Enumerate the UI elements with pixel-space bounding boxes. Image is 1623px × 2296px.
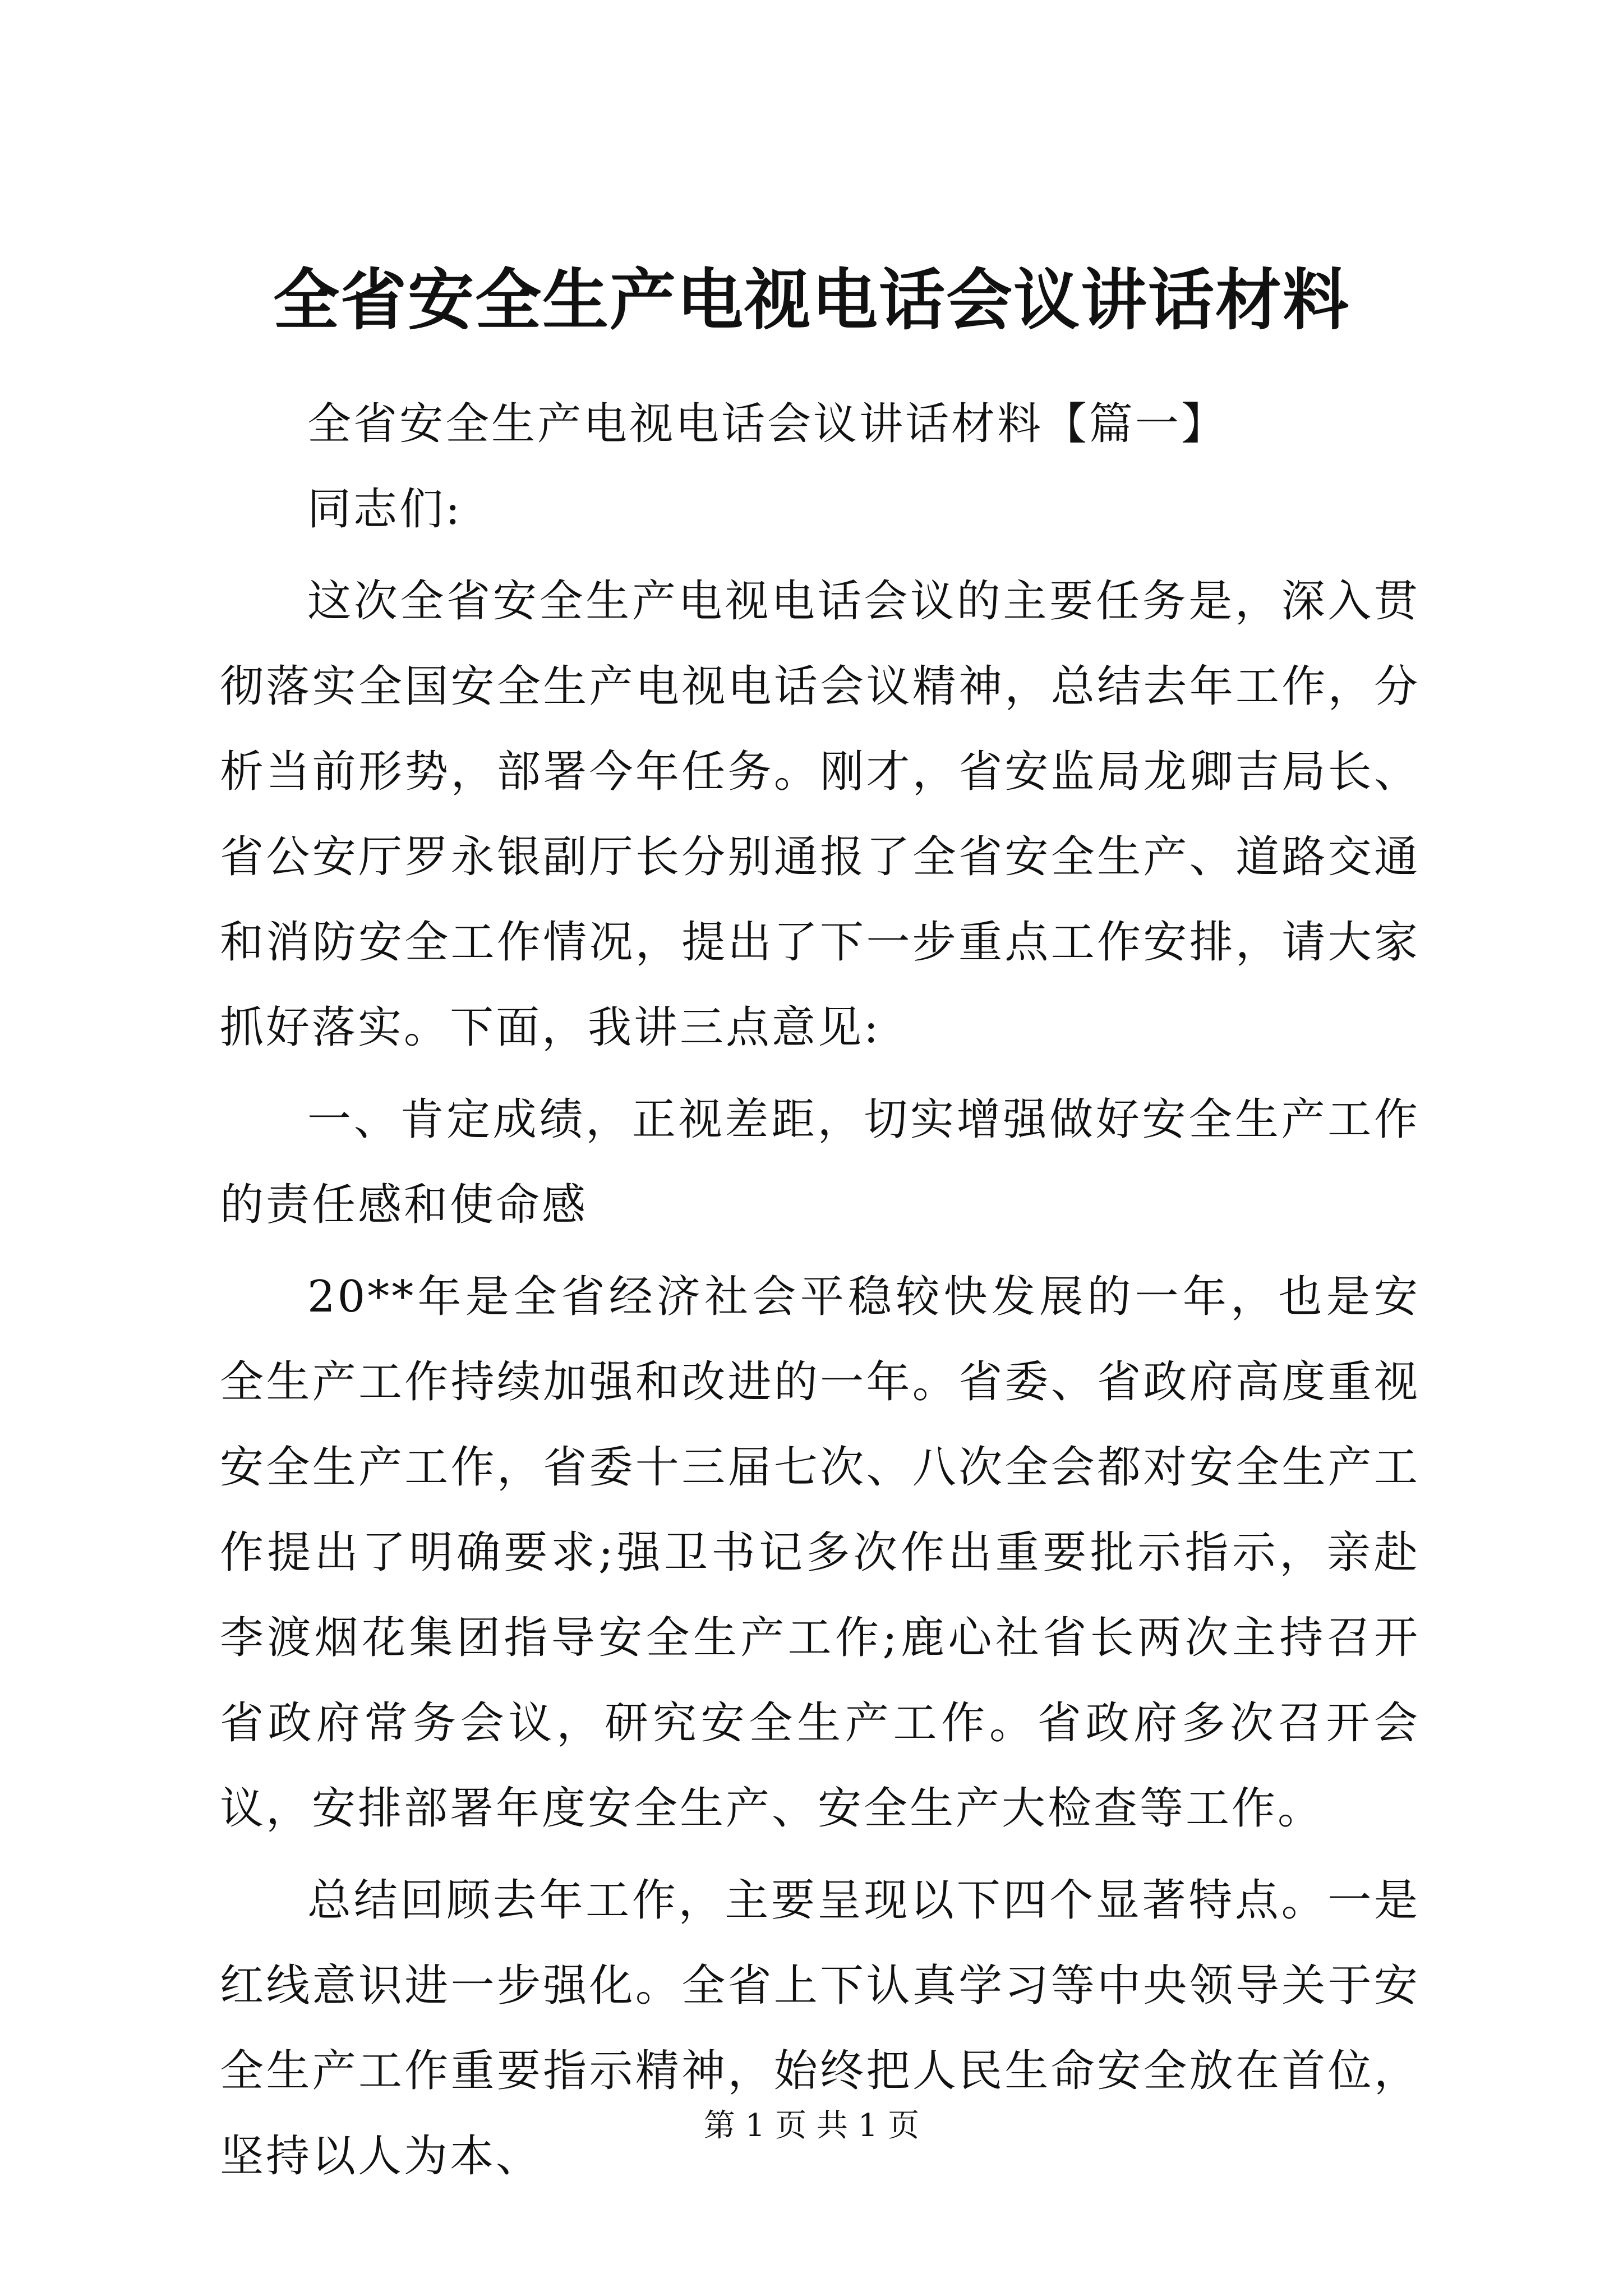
document-body [220, 381, 1420, 2199]
paragraph: 总结回顾去年工作，主要呈现以下四个显著特点。一是红线意识进一步强化。全省上下认真学习等中央领导关于安全生产工作重要指示精神，始终把人民生命安全放在首位，坚持以人为本、 [220, 1875, 1420, 2182]
paragraph: 一、肯定成绩，正视差距，切实增强做好安全生产工作的责任感和使命感 [220, 1094, 1420, 1230]
section-heading: 全省安全生产电视电话会议讲话材料【篇一】 [307, 399, 1228, 449]
salutation: 同志们: [307, 484, 463, 535]
document-title: 全省安全生产电视电话会议讲话材料 [273, 261, 1350, 339]
paragraph: 20**年是全省经济社会平稳较快发展的一年，也是安全生产工作持续加强和改进的一年。省委、省政府高度重视安全生产工作，省委十三届七次、八次全会都对安全生产工作提出了明确要求;强卫书记多次作出重要批示指示，亲赴李渡烟花集团指导安全生产工作;鹿心社省长两次主持召开省政府常务会议，研究安全生产工作。省政府多次召开会议，安排部署年度安全生产、安全生产大检查等工作。 [220, 1272, 1420, 1834]
paragraph: 这次全省安全生产电视电话会议的主要任务是，深入贯彻落实全国安全生产电视电话会议精神，总结去年工作，分析当前形势，部署今年任务。刚才，省安监局龙卿吉局长、省公安厅罗永银副厅长分别通报了全省安全生产、道路交通和消防安全工作情况，提出了下一步重点工作安排，请大家抓好落实。下面，我讲三点意见: [220, 576, 1420, 1053]
page-footer: 第 1 页 共 1 页 [703, 2108, 920, 2144]
